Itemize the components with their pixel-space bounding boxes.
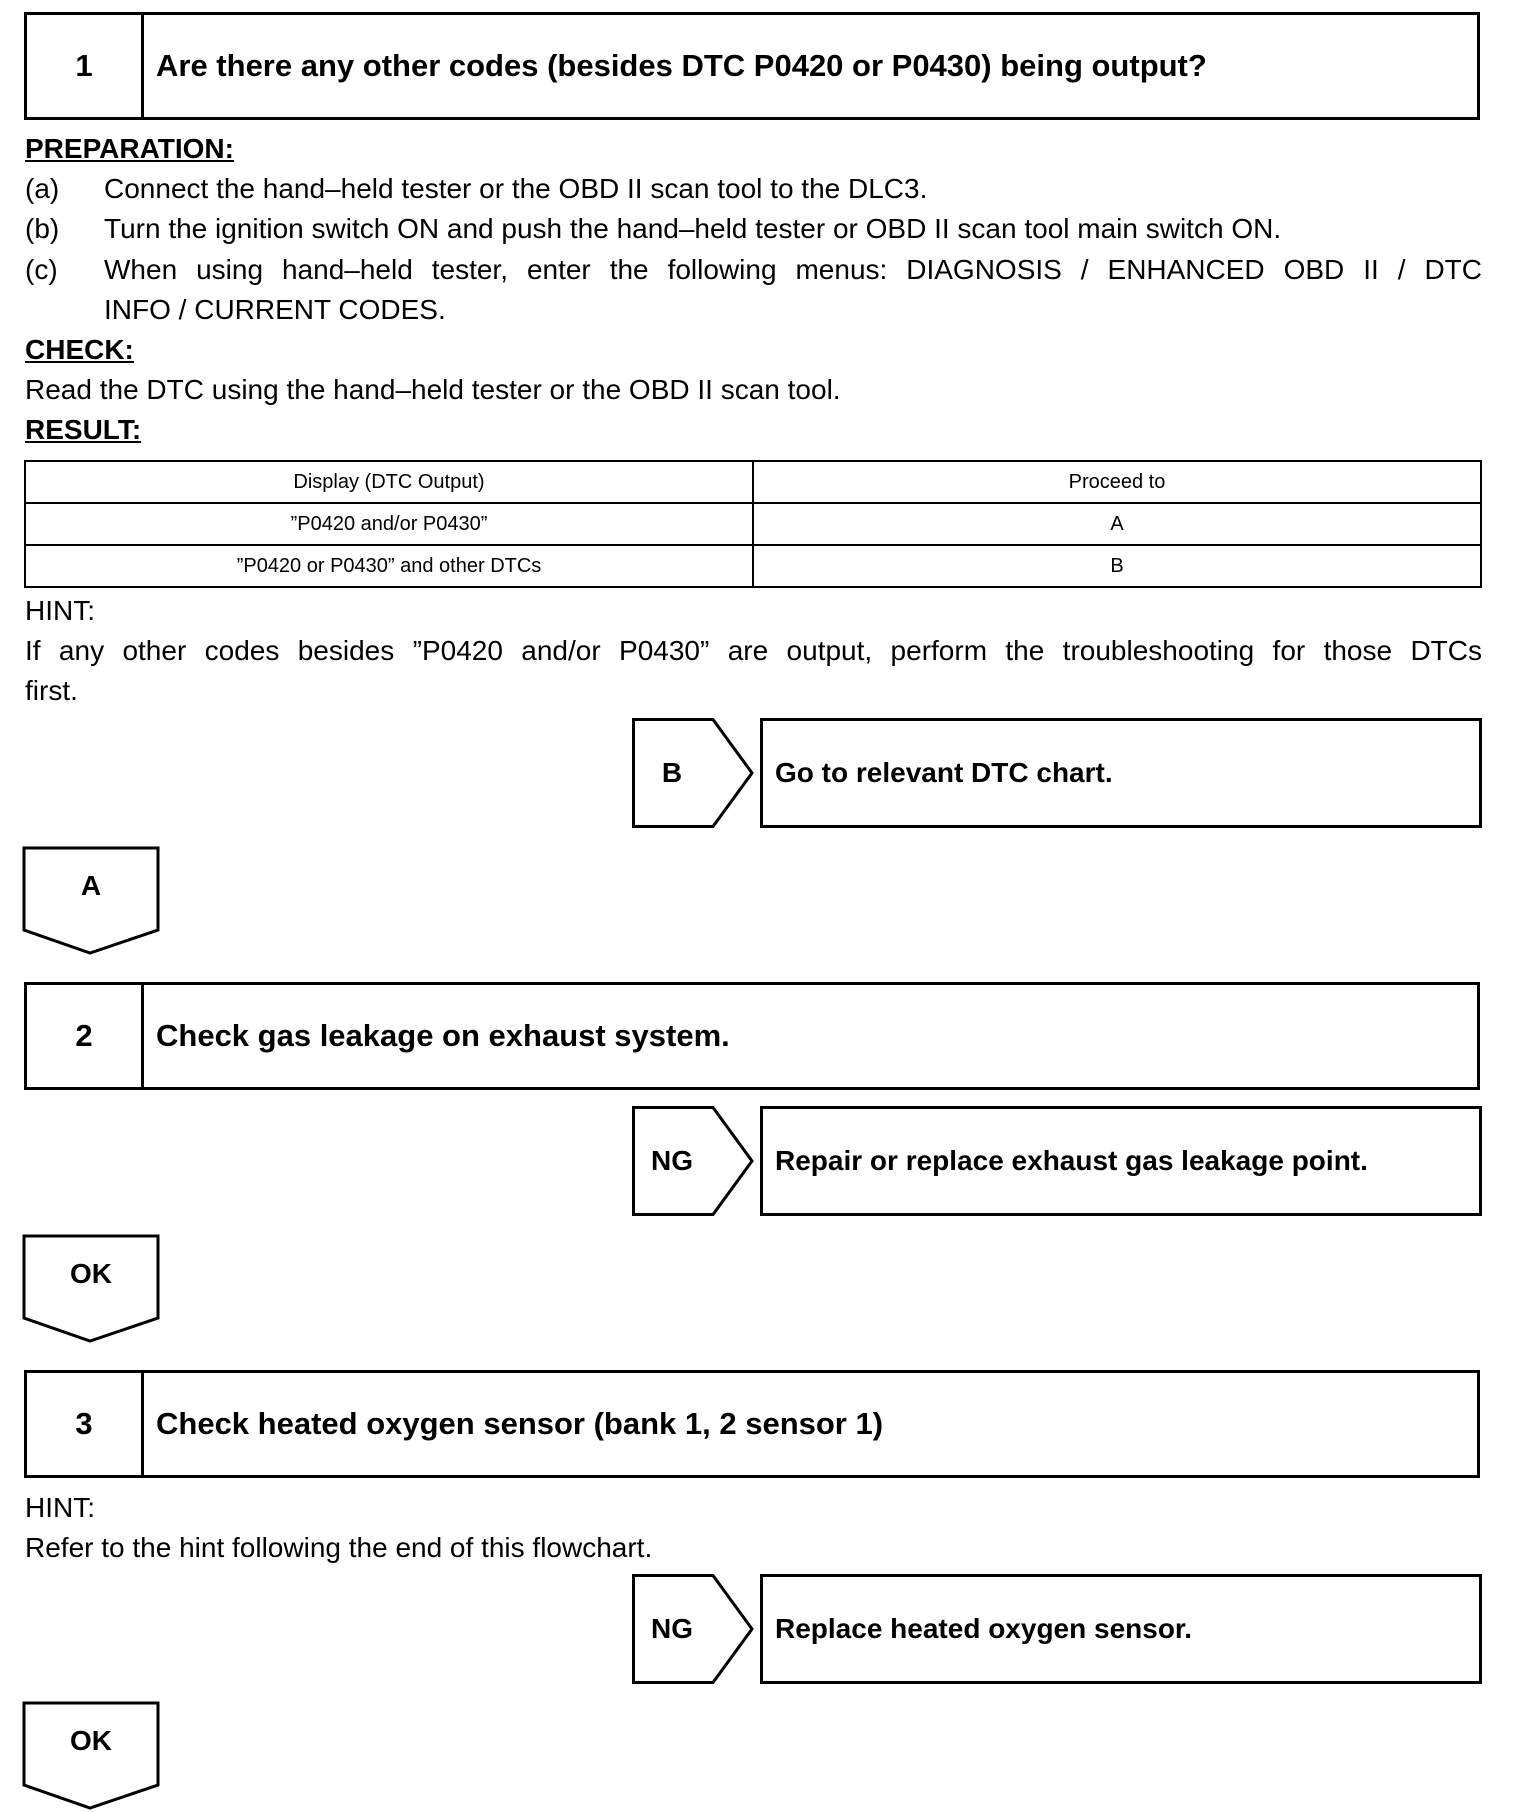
branch-label: NG (651, 1613, 693, 1644)
continue-ok-arrow (22, 1701, 162, 1811)
prep-item-key: (c) (25, 254, 58, 285)
branch-label: B (661, 757, 683, 788)
table-header: Display (DTC Output) (25, 461, 753, 503)
table-cell: B (753, 545, 1481, 587)
branch-ng-arrow (632, 1574, 754, 1684)
step-title: Are there any other codes (besides DTC P0420 or P0430) being output? (156, 48, 1207, 83)
table-cell: ”P0420 or P0430” and other DTCs (25, 545, 753, 587)
branch-ng-arrow (632, 1106, 754, 1216)
table-cell: ”P0420 and/or P0430” (25, 503, 753, 545)
prep-item-continuation: INFO / CURRENT CODES. (104, 294, 446, 325)
hint-label: HINT: (25, 595, 95, 626)
hint-text: Refer to the hint following the end of this flowchart. (25, 1532, 653, 1563)
hint-label: HINT: (25, 1492, 95, 1523)
result-label: RESULT: (25, 414, 142, 445)
continue-a-arrow (22, 846, 162, 956)
hint-text: If any other codes besides ”P0420 and/or P0430” are output, perform the troubleshooting for those DTCs (25, 635, 1482, 666)
prep-item-key: (b) (25, 213, 60, 244)
step-3-box (24, 1370, 1480, 1478)
table-row (25, 503, 1481, 545)
preparation-label: PREPARATION: (25, 133, 234, 164)
continue-label: OK (70, 1258, 112, 1289)
step-number: 2 (27, 985, 144, 1087)
step-2-box (24, 982, 1480, 1090)
step-title: Check heated oxygen sensor (bank 1, 2 sensor 1) (156, 1406, 884, 1441)
result-table (24, 460, 1482, 588)
table-row (25, 545, 1481, 587)
check-label: CHECK: (25, 334, 134, 365)
check-text: Read the DTC using the hand–held tester or the OBD II scan tool. (25, 374, 841, 405)
branch-label: NG (651, 1145, 693, 1176)
step-title: Check gas leakage on exhaust system. (156, 1018, 730, 1053)
step-number: 1 (27, 15, 144, 117)
continue-label: OK (70, 1725, 112, 1756)
table-header-row (25, 461, 1481, 503)
continue-label: A (80, 870, 102, 901)
branch-b-arrow (632, 718, 754, 828)
hint-text: first. (25, 675, 78, 706)
branch-ng-action: Repair or replace exhaust gas leakage point. (760, 1106, 1482, 1216)
prep-item-text: Turn the ignition switch ON and push the hand–held tester or OBD II scan tool main switch ON. (104, 213, 1282, 244)
step-1-box (24, 12, 1480, 120)
table-cell: A (753, 503, 1481, 545)
branch-ng-action: Replace heated oxygen sensor. (760, 1574, 1482, 1684)
prep-item-text: Connect the hand–held tester or the OBD II scan tool to the DLC3. (104, 173, 928, 204)
branch-b-action: Go to relevant DTC chart. (760, 718, 1482, 828)
prep-item-key: (a) (25, 173, 60, 204)
continue-ok-arrow (22, 1234, 162, 1344)
table-header: Proceed to (753, 461, 1481, 503)
step-number: 3 (27, 1373, 144, 1475)
prep-item-text: When using hand–held tester, enter the following menus: DIAGNOSIS / ENHANCED OBD II / DTC (104, 254, 1482, 285)
